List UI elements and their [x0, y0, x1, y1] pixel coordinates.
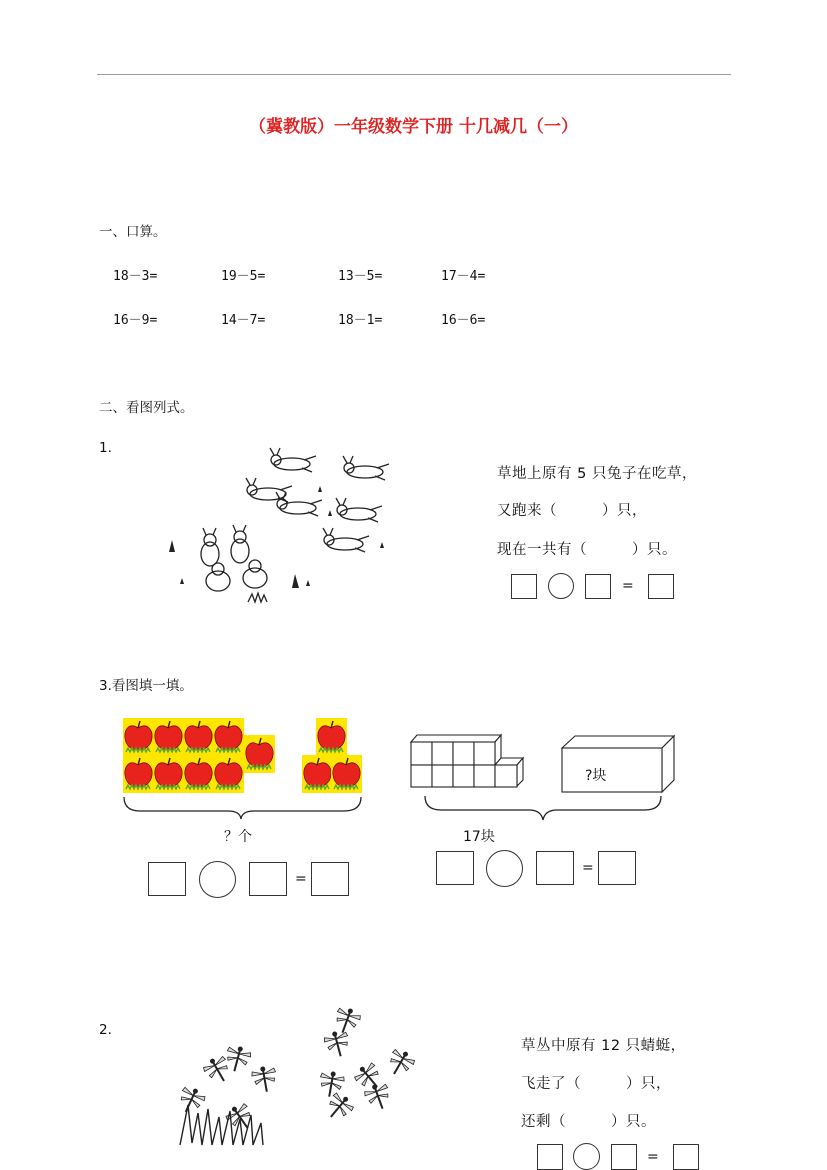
answer-box[interactable]	[536, 851, 574, 885]
equals-sign: =	[295, 871, 307, 887]
calc-item: 17－4=	[441, 269, 486, 284]
operator-circle[interactable]	[199, 861, 236, 898]
page-title: （冀教版）一年级数学下册 十几减几（一）	[249, 117, 578, 137]
calc-item: 14－7=	[221, 313, 266, 328]
section3-heading: 3.看图填一填。	[99, 678, 193, 694]
answer-box[interactable]	[436, 851, 474, 885]
answer-box[interactable]	[311, 862, 349, 896]
operator-circle[interactable]	[573, 1143, 600, 1170]
blocks-illustration	[405, 730, 680, 825]
block-unknown-label: ?块	[585, 768, 607, 784]
blocks-total-label: 17块	[463, 829, 495, 845]
q2-text-line2: 飞走了（ ）只，	[521, 1076, 671, 1092]
calc-item: 13－5=	[338, 269, 383, 284]
calc-item: 18－1=	[338, 313, 383, 328]
answer-box[interactable]	[148, 862, 186, 896]
answer-box[interactable]	[585, 574, 611, 599]
q1-text-line3: 现在一共有（ ）只。	[497, 542, 677, 558]
equals-sign: =	[582, 860, 594, 876]
apples-total-label: ？个	[224, 829, 252, 845]
operator-circle[interactable]	[486, 850, 523, 887]
calc-item: 16－9=	[113, 313, 158, 328]
answer-box[interactable]	[611, 1144, 637, 1170]
q2-text-line3: 还剩（ ）只。	[521, 1114, 656, 1130]
section1-heading: 一、口算。	[99, 224, 167, 240]
answer-box[interactable]	[249, 862, 287, 896]
question-number: 1.	[99, 440, 112, 456]
calc-item: 18－3=	[113, 269, 158, 284]
question-number: 2.	[99, 1022, 112, 1038]
answer-box[interactable]	[537, 1144, 563, 1170]
equals-sign: =	[647, 1149, 659, 1165]
equals-sign: =	[622, 578, 634, 594]
section2-heading: 二、看图列式。	[99, 400, 194, 416]
answer-box[interactable]	[511, 574, 537, 599]
q1-text-line2: 又跑来（ ）只，	[497, 503, 647, 519]
header-rule	[97, 74, 731, 75]
answer-box[interactable]	[648, 574, 674, 599]
apples-illustration	[120, 715, 370, 820]
operator-circle[interactable]	[548, 573, 574, 599]
calc-item: 19－5=	[221, 269, 266, 284]
answer-box[interactable]	[673, 1144, 699, 1170]
rabbits-illustration	[160, 442, 410, 614]
q1-text-line1: 草地上原有 5 只兔子在吃草，	[497, 466, 697, 482]
dragonflies-illustration	[165, 1000, 427, 1155]
q2-text-line1: 草丛中原有 12 只蜻蜓，	[521, 1038, 686, 1054]
calc-item: 16－6=	[441, 313, 486, 328]
answer-box[interactable]	[598, 851, 636, 885]
